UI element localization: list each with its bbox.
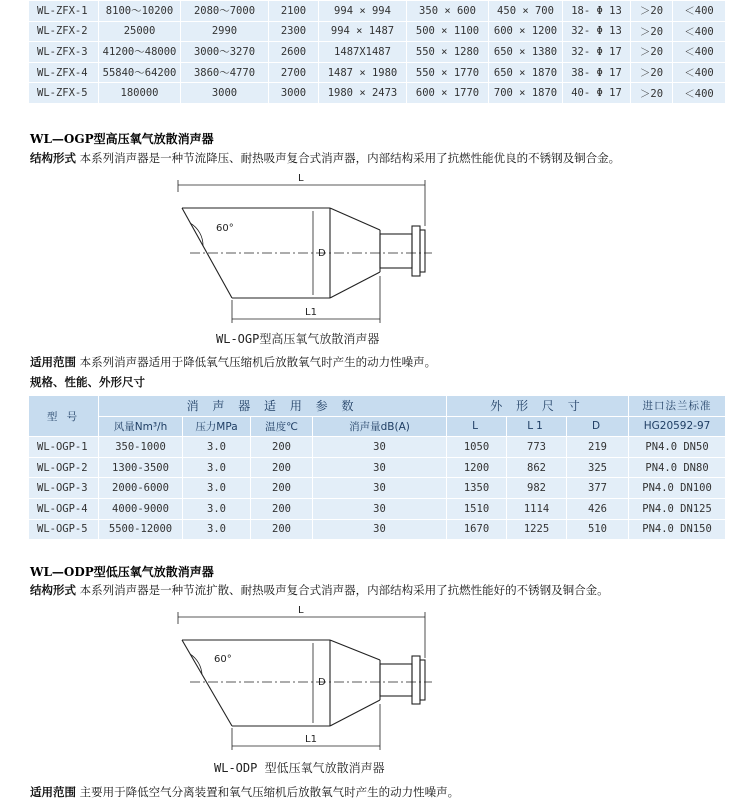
- zfx-table-cell: 350 × 600: [407, 1, 489, 22]
- ogp-body-cone-edge: [182, 208, 232, 298]
- zfx-table-cell: ＜400: [673, 42, 726, 63]
- zfx-table-cell: 180000: [99, 83, 181, 104]
- ogp-table-cell: 30: [313, 498, 447, 519]
- ogp-table-cell: 30: [313, 437, 447, 458]
- ogp-table-cell: 5500-12000: [99, 519, 183, 540]
- ogp-table-cell: 1670: [447, 519, 507, 540]
- ogp-spec-table: [28, 395, 726, 540]
- zfx-table-cell: 1980 × 2473: [319, 83, 407, 104]
- ogp-model-cell: WL-OGP-1: [29, 437, 99, 458]
- ogp-table-cell: 200: [251, 478, 313, 499]
- zfx-table-cell: 994 × 994: [319, 1, 407, 22]
- ogp-section-title: WL—OGP型高压氧气放散消声器: [30, 132, 214, 146]
- zfx-table-cell: 2100: [269, 1, 319, 22]
- ogp-label-angle: 60°: [216, 223, 234, 234]
- ogp-table-cell: 200: [251, 498, 313, 519]
- ogp-table-cell: PN4.0 DN80: [629, 457, 726, 478]
- odp-scope-text: 主要用于降低空气分离装置和氧气压缩机后放散氧气时产生的动力性噪声。: [79, 785, 460, 799]
- zfx-table-cell: ＞20: [631, 21, 673, 42]
- odp-scope-paragraph: [30, 784, 459, 800]
- ogp-label-d: D: [318, 248, 326, 259]
- ogp-silencer-diagram: [170, 168, 440, 328]
- odp-diagram-svg: [170, 600, 440, 760]
- zfx-table-cell: 994 × 1487: [319, 21, 407, 42]
- ogp-diagram-caption: WL-OGP型高压氧气放散消声器: [216, 332, 380, 346]
- ogp-scope-label: 适用范围: [30, 355, 76, 369]
- zfx-table-row: [29, 62, 726, 83]
- ogp-label-l1: L1: [305, 307, 317, 318]
- zfx-table-cell: 25000: [99, 21, 181, 42]
- zfx-table-cell: 3000: [181, 83, 269, 104]
- zfx-table-cell: 550 × 1280: [407, 42, 489, 63]
- odp-outlet-pipe: [380, 664, 412, 696]
- zfx-table-cell: 8100～10200: [99, 1, 181, 22]
- ogp-table-row: [29, 519, 726, 540]
- zfx-table-cell: 650 × 1870: [489, 62, 563, 83]
- ogp-taper-bottom: [330, 272, 380, 298]
- ogp-table-cell: 3.0: [183, 498, 251, 519]
- zfx-table-cell: 600 × 1200: [489, 21, 563, 42]
- zfx-table-cell: 500 × 1100: [407, 21, 489, 42]
- ogp-table-cell: 200: [251, 457, 313, 478]
- ogp-header-dims: 外 形 尺 寸: [447, 396, 629, 417]
- ogp-table-row: [29, 498, 726, 519]
- ogp-structure-text: 本系列消声器是一种节流降压、耐热吸声复合式消声器，内部结构采用了抗燃性能优良的不锈钢及铜合金。: [79, 151, 621, 165]
- zfx-table-cell: ＞20: [631, 62, 673, 83]
- ogp-model-cell: WL-OGP-5: [29, 519, 99, 540]
- ogp-table-row: [29, 437, 726, 458]
- zfx-table-cell: ＜400: [673, 83, 726, 104]
- ogp-table-cell: 3.0: [183, 437, 251, 458]
- ogp-table-cell: 3.0: [183, 519, 251, 540]
- ogp-table-cell: 982: [507, 478, 567, 499]
- zfx-table-row: [29, 1, 726, 22]
- zfx-table-cell: 41200～48000: [99, 42, 181, 63]
- ogp-table-cell: 30: [313, 478, 447, 499]
- ogp-spec-title: 规格、性能、外形尺寸: [30, 375, 145, 389]
- zfx-table-cell: 2080～7000: [181, 1, 269, 22]
- ogp-header-noise: 消声量dB(A): [313, 416, 447, 437]
- odp-taper-bottom: [330, 700, 380, 726]
- zfx-table-cell: 3860～4770: [181, 62, 269, 83]
- ogp-spec-title-line: [30, 374, 145, 390]
- ogp-table-cell: PN4.0 DN100: [629, 478, 726, 499]
- ogp-model-cell: WL-OGP-2: [29, 457, 99, 478]
- ogp-table-cell: 1050: [447, 437, 507, 458]
- zfx-model-cell: WL-ZFX-1: [29, 1, 99, 22]
- ogp-table-header-row-1: [29, 396, 726, 417]
- odp-label-d: D: [318, 677, 326, 688]
- odp-flange-1: [412, 656, 420, 704]
- zfx-spec-table: [28, 0, 726, 104]
- ogp-table-cell: 200: [251, 519, 313, 540]
- ogp-table-row: [29, 478, 726, 499]
- ogp-table-cell: PN4.0 DN125: [629, 498, 726, 519]
- zfx-table-cell: 1487X1487: [319, 42, 407, 63]
- zfx-table-cell: 55840～64200: [99, 62, 181, 83]
- ogp-table-cell: 510: [567, 519, 629, 540]
- zfx-table-row: [29, 21, 726, 42]
- ogp-header-pressure: 压力MPa: [183, 416, 251, 437]
- odp-taper-top: [330, 640, 380, 660]
- ogp-model-cell: WL-OGP-4: [29, 498, 99, 519]
- odp-label-l1: L1: [305, 734, 317, 745]
- zfx-table-cell: 32- Φ 13: [563, 21, 631, 42]
- ogp-model-cell: WL-OGP-3: [29, 478, 99, 499]
- ogp-table-cell: 325: [567, 457, 629, 478]
- ogp-header-flow: 风量Nm³/h: [99, 416, 183, 437]
- zfx-table-cell: ＜400: [673, 1, 726, 22]
- odp-silencer-diagram: [170, 600, 440, 760]
- ogp-table-cell: 2000-6000: [99, 478, 183, 499]
- ogp-structure-paragraph: [30, 150, 620, 166]
- ogp-table-cell: 1225: [507, 519, 567, 540]
- ogp-table-body: [29, 396, 726, 540]
- zfx-table-cell: 2990: [181, 21, 269, 42]
- zfx-table-cell: ＜400: [673, 21, 726, 42]
- ogp-table-cell: 219: [567, 437, 629, 458]
- odp-scope-label: 适用范围: [30, 785, 76, 799]
- ogp-table-cell: PN4.0 DN150: [629, 519, 726, 540]
- ogp-label-l: L: [298, 173, 304, 184]
- ogp-table-cell: 30: [313, 457, 447, 478]
- ogp-table-cell: 426: [567, 498, 629, 519]
- ogp-table-cell: 862: [507, 457, 567, 478]
- ogp-table-row: [29, 457, 726, 478]
- zfx-model-cell: WL-ZFX-2: [29, 21, 99, 42]
- ogp-table-header-row-2: [29, 416, 726, 437]
- zfx-table-row: [29, 83, 726, 104]
- zfx-table-cell: 650 × 1380: [489, 42, 563, 63]
- ogp-table-cell: 200: [251, 437, 313, 458]
- zfx-table-row: [29, 42, 726, 63]
- zfx-table-cell: 550 × 1770: [407, 62, 489, 83]
- ogp-table-cell: 1200: [447, 457, 507, 478]
- zfx-table-cell: 450 × 700: [489, 1, 563, 22]
- ogp-taper-top: [330, 208, 380, 230]
- ogp-scope-paragraph: [30, 354, 436, 370]
- zfx-table-cell: ＞20: [631, 1, 673, 22]
- zfx-table-cell: 2300: [269, 21, 319, 42]
- zfx-table-cell: 600 × 1770: [407, 83, 489, 104]
- zfx-table-cell: 38- Φ 17: [563, 62, 631, 83]
- odp-flange-2: [420, 660, 425, 700]
- odp-structure-paragraph: [30, 582, 609, 598]
- ogp-flange-1: [412, 226, 420, 276]
- ogp-diagram-svg: [170, 168, 440, 328]
- ogp-table-cell: PN4.0 DN50: [629, 437, 726, 458]
- ogp-table-cell: 3.0: [183, 457, 251, 478]
- ogp-table-cell: 1350: [447, 478, 507, 499]
- zfx-table-cell: 3000～3270: [181, 42, 269, 63]
- ogp-header-model: 型 号: [29, 396, 99, 437]
- ogp-table-cell: 773: [507, 437, 567, 458]
- odp-label-l: L: [298, 605, 304, 616]
- ogp-table-cell: 30: [313, 519, 447, 540]
- ogp-table-cell: 1114: [507, 498, 567, 519]
- odp-structure-label: 结构形式: [30, 583, 76, 597]
- zfx-table-cell: 32- Φ 17: [563, 42, 631, 63]
- zfx-table-cell: 1487 × 1980: [319, 62, 407, 83]
- odp-body-cone-edge: [182, 640, 232, 726]
- ogp-structure-label: 结构形式: [30, 151, 76, 165]
- zfx-table-cell: ＞20: [631, 83, 673, 104]
- ogp-header-flange-std: HG20592-97: [629, 416, 726, 437]
- zfx-table-cell: 3000: [269, 83, 319, 104]
- zfx-table-cell: 2600: [269, 42, 319, 63]
- zfx-table-cell: 700 × 1870: [489, 83, 563, 104]
- odp-diagram-caption: WL-ODP 型低压氧气放散消声器: [214, 761, 385, 775]
- ogp-header-flange: 进口法兰标准: [629, 396, 726, 417]
- ogp-header-temp: 温度℃: [251, 416, 313, 437]
- ogp-table-cell: 377: [567, 478, 629, 499]
- zfx-table-cell: 40- Φ 17: [563, 83, 631, 104]
- ogp-scope-text: 本系列消声器适用于降低氧气压缩机后放散氧气时产生的动力性噪声。: [79, 355, 437, 369]
- ogp-outlet-pipe: [380, 234, 412, 268]
- zfx-table-cell: ＞20: [631, 42, 673, 63]
- zfx-table-cell: ＜400: [673, 62, 726, 83]
- zfx-model-cell: WL-ZFX-5: [29, 83, 99, 104]
- zfx-model-cell: WL-ZFX-4: [29, 62, 99, 83]
- ogp-header-l: L: [447, 416, 507, 437]
- ogp-header-params: 消 声 器 适 用 参 数: [99, 396, 447, 417]
- ogp-table-cell: 3.0: [183, 478, 251, 499]
- zfx-table-body: [29, 1, 726, 104]
- ogp-table-cell: 1510: [447, 498, 507, 519]
- ogp-table-cell: 4000-9000: [99, 498, 183, 519]
- odp-section-title: WL—ODP型低压氧气放散消声器: [30, 565, 214, 579]
- odp-label-angle: 60°: [214, 654, 232, 665]
- ogp-header-l1: L1: [507, 416, 567, 437]
- ogp-flange-2: [420, 230, 425, 272]
- ogp-table-cell: 1300-3500: [99, 457, 183, 478]
- zfx-table-cell: 2700: [269, 62, 319, 83]
- ogp-table-cell: 350-1000: [99, 437, 183, 458]
- ogp-header-d: D: [567, 416, 629, 437]
- zfx-table-cell: 18- Φ 13: [563, 1, 631, 22]
- zfx-model-cell: WL-ZFX-3: [29, 42, 99, 63]
- odp-structure-text: 本系列消声器是一种节流扩散、耐热吸声复合式消声器，内部结构采用了抗燃性能好的不锈钢及铜合金。: [79, 583, 609, 597]
